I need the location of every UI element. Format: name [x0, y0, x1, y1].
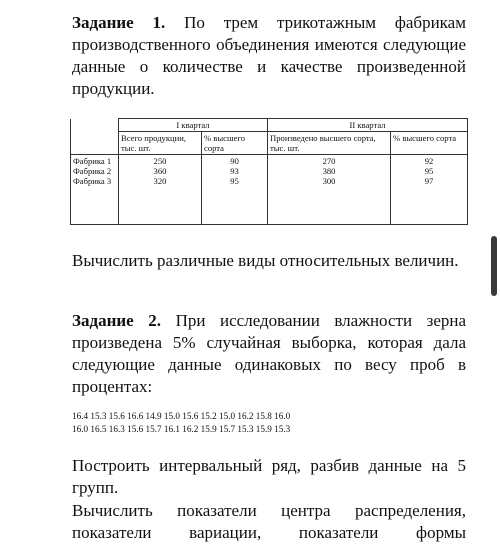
factory-name: Фабрика 2 [73, 166, 112, 176]
task1-heading: Задание 1. [72, 13, 166, 32]
quarter2-header: II квартал [268, 119, 468, 132]
table-corner-cell [71, 119, 119, 132]
task1-question: Вычислить различные виды относительных величин. [72, 251, 459, 270]
factory-names-cell [71, 155, 119, 225]
task1-paragraph [72, 12, 466, 100]
q2-top-values [268, 155, 391, 225]
q2-pct-values [391, 155, 468, 225]
quarter1-header: I квартал [119, 119, 268, 132]
q2-top-value: 270 [322, 156, 336, 166]
q2-pct-value: 92 [424, 156, 434, 166]
factory-name: Фабрика 1 [73, 156, 112, 166]
task2-text: При исследовании влажности зерна произведена 5% случайная выборка, которая дала следующие данные одинаковых по весу проб в процентах: [72, 311, 467, 396]
q1-pct-value: 95 [230, 176, 239, 186]
col-header-q1-total: Всего продукции, тыс. шт. [119, 132, 202, 155]
production-table [70, 118, 468, 225]
q2-pct-value: 95 [424, 166, 434, 176]
task2-question-1: Построить интервальный ряд, разбив данные на 5 групп. [72, 456, 466, 497]
q1-total-values [119, 155, 202, 225]
q2-top-value: 300 [322, 176, 336, 186]
scrollbar-thumb[interactable] [491, 236, 497, 296]
q1-pct-values [202, 155, 268, 225]
col-header-q2-top: Произведено высшего сорта, тыс. шт. [268, 132, 391, 155]
q1-total-value: 360 [153, 166, 167, 176]
q1-total-value: 250 [153, 156, 167, 166]
task2-question-2: Вычислить показатели центра распределения, показатели вариации, показатели формы [72, 501, 466, 542]
data-line: 16.0 16.5 16.3 15.6 15.7 16.1 16.2 15.9 15.7 15.3 15.9 15.3 [72, 424, 291, 434]
task2-paragraph [72, 310, 466, 398]
task1-text: По трем трикотажным фабрикам производственного объединения имеются следующие данные о количестве и качестве произведенной продукции. [72, 13, 466, 98]
moisture-data [72, 410, 472, 436]
factory-name: Фабрика 3 [73, 176, 112, 186]
table-blank-cell [71, 132, 119, 155]
data-line: 16.4 15.3 15.6 16.6 14.9 15.0 15.6 15.2 15.0 16.2 15.8 16.0 [72, 411, 291, 421]
col-header-q2-pct: % высшего сорта [391, 132, 468, 155]
q1-total-value: 320 [153, 176, 167, 186]
q1-pct-value: 93 [230, 166, 239, 176]
q2-top-value: 380 [322, 166, 336, 176]
col-header-q1-pct: % высшего сорта [202, 132, 268, 155]
q1-pct-value: 90 [230, 156, 239, 166]
task2-heading: Задание 2. [72, 311, 162, 330]
q2-pct-value: 97 [424, 176, 434, 186]
